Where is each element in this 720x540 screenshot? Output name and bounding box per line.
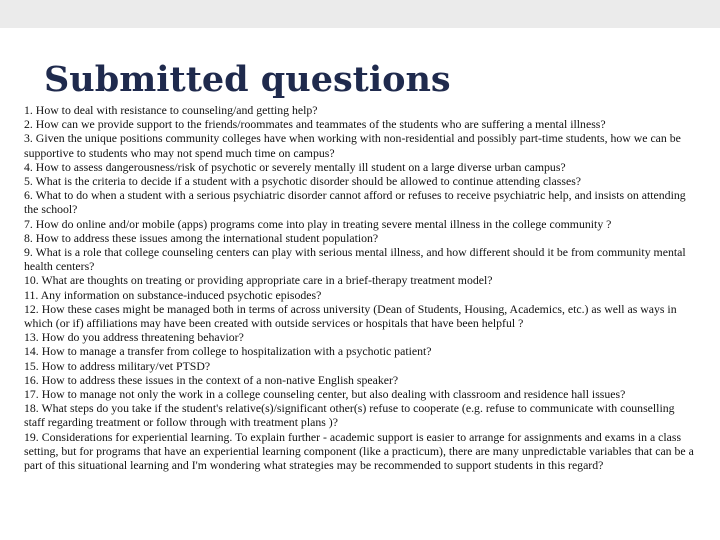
question-item: 6. What to do when a student with a serious psychiatric disorder cannot afford or refuses to receive psychiatric help, and insists on attending the school? xyxy=(24,188,686,217)
question-item: 13. How do you address threatening behavior? xyxy=(24,330,244,345)
question-item: 7. How do online and/or mobile (apps) programs come into play in treating severe mental illness in the college community ? xyxy=(24,216,612,231)
question-item: 5. What is the criteria to decide if a student with a psychotic disorder should be allowed to continue attending classes? xyxy=(24,174,582,189)
question-item: 1. How to deal with resistance to counseling/and getting help? xyxy=(24,103,318,117)
question-item: 4. How to assess dangerousness/risk of psychotic or severely mentally ill student on a large diverse urban campus? xyxy=(24,159,566,174)
question-item: 17. How to manage not only the work in a college counseling center, but also dealing with classroom and residence hall issues? xyxy=(24,387,626,402)
header-band xyxy=(0,0,720,28)
question-item: 3. Given the unique positions community colleges have when working with non-residential and possibly part-time students, how we can be supportive to students who may not spend much time on campus? xyxy=(24,131,681,160)
question-item: 12. How these cases might be managed both in terms of across university (Dean of Students, Housing, Academics, etc.) as well as ways in which (or if) affiliations may have been created with outside services or hospitals that have been helpful ? xyxy=(24,301,677,331)
question-item: 9. What is a role that college counseling centers can play with serious mental illness, and how different should it be from community mental health centers? xyxy=(24,245,686,274)
question-item: 2. How can we provide support to the friends/roommates and teammates of the students who are suffering a mental illness? xyxy=(24,117,606,132)
question-item: 10. What are thoughts on treating or providing appropriate care in a brief-therapy treatment model? xyxy=(24,273,493,288)
question-item: 16. How to address these issues in the context of a non-native English speaker? xyxy=(24,372,399,387)
question-item: 19. Considerations for experiential learning. To explain further - academic support is easier to arrange for assignments and exams in a class setting, but for programs that have an experiential learning component (like a practicum), there are many unpredictable variables that can be a part of this situational learning and I'm wondering what strategies may be recommended to support students in this regard? xyxy=(24,429,694,473)
question-item: 8. How to address these issues among the international student population? xyxy=(24,230,379,245)
question-item: 14. How to manage a transfer from college to hospitalization with a psychotic patient? xyxy=(24,344,432,359)
questions-list xyxy=(24,103,696,472)
question-item: 18. What steps do you take if the student's relative(s)/significant other(s) refuse to cooperate (e.g. refuse to communicate with counselling staff regarding treatment or follow through with treatment plans )? xyxy=(24,401,675,430)
question-item: 11. Any information on substance-induced psychotic episodes? xyxy=(24,287,322,302)
slide-title: Submitted questions xyxy=(44,59,451,100)
question-item: 15. How to address military/vet PTSD? xyxy=(24,358,211,373)
